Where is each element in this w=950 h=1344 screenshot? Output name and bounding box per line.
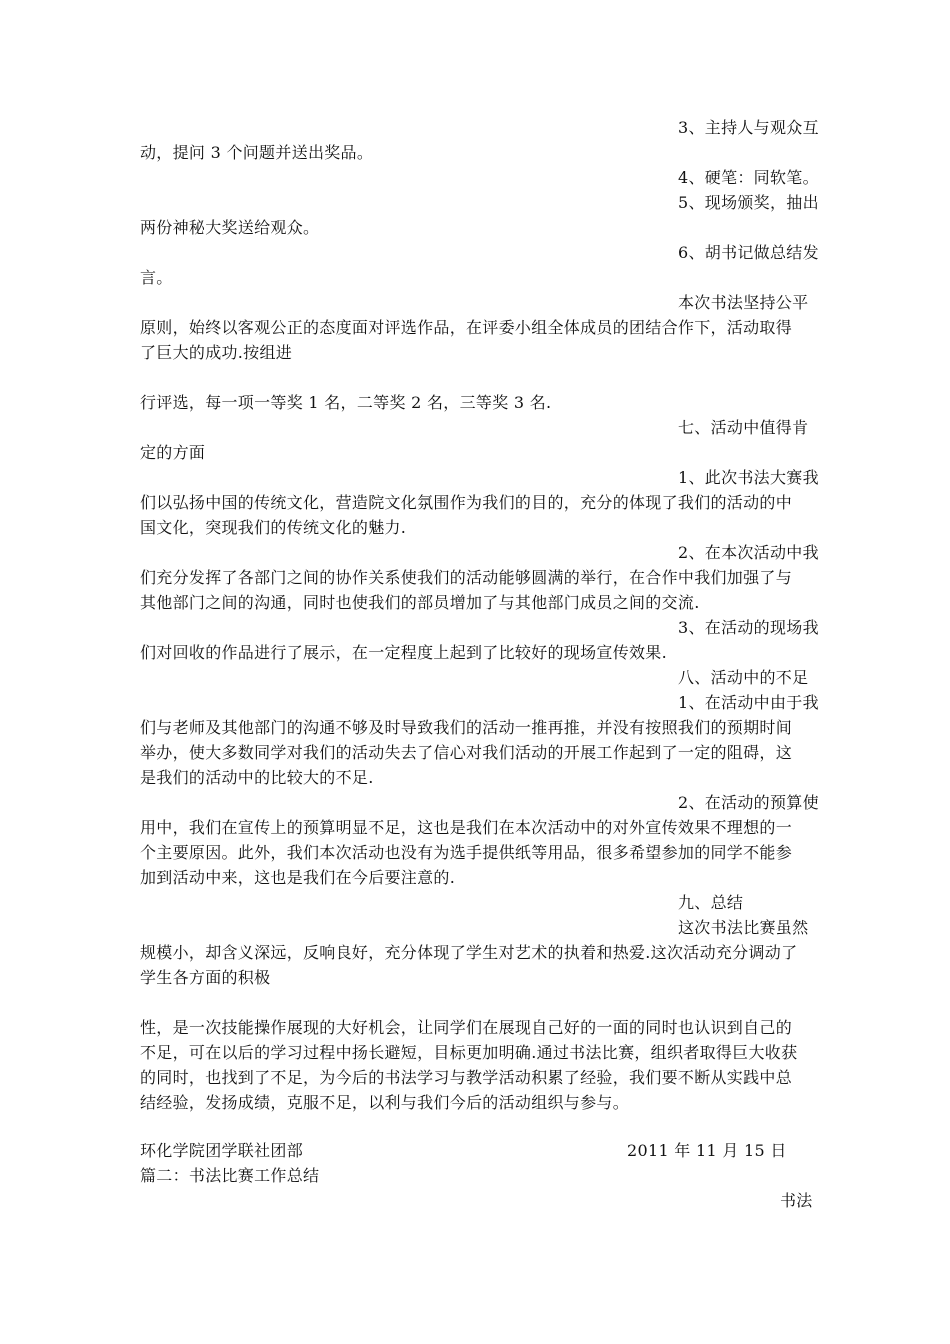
text-line: 规模小，却含义深远，反响良好，充分体现了学生对艺术的执着和热爱.这次活动充分调动了: [140, 943, 798, 962]
text-line: 加到活动中来，这也是我们在今后要注意的.: [140, 868, 456, 887]
text-line: 其他部门之间的沟通，同时也使我们的部员增加了与其他部门成员之间的交流.: [140, 593, 700, 612]
text-line: 2、在本次活动中我: [678, 543, 819, 562]
text-line: 原则，始终以客观公正的态度面对评选作品，在评委小组全体成员的团结合作下，活动取得: [140, 318, 793, 337]
signature-date: 2011 年 11 月 15 日: [627, 1141, 787, 1160]
text-line: 国文化，突现我们的传统文化的魅力.: [140, 518, 407, 537]
text-line: 学生各方面的积极: [140, 968, 271, 987]
section-heading: 八、活动中的不足: [678, 668, 809, 687]
text-line: 书法: [780, 1191, 813, 1210]
next-article-title: 篇二：书法比赛工作总结: [140, 1166, 320, 1185]
text-line: 这次书法比赛虽然: [678, 918, 809, 937]
text-line: 们与老师及其他部门的沟通不够及时导致我们的活动一推再推，并没有按照我们的预期时间: [140, 718, 793, 737]
text-line: 1、在活动中由于我: [678, 693, 819, 712]
text-line: 们充分发挥了各部门之间的协作关系使我们的活动能够圆满的举行，在合作中我们加强了与: [140, 568, 793, 587]
text-line: 是我们的活动中的比较大的不足.: [140, 768, 374, 787]
text-line: 了巨大的成功.按组进: [140, 343, 293, 362]
text-line: 1、此次书法大赛我: [678, 468, 819, 487]
text-line: 动，提问 3 个问题并送出奖品。: [140, 143, 374, 162]
text-line: 定的方面: [140, 443, 206, 462]
text-line: 们对回收的作品进行了展示，在一定程度上起到了比较好的现场宣传效果.: [140, 643, 667, 662]
text-line: 4、硬笔：同软笔。: [678, 168, 819, 187]
text-line: 3、在活动的现场我: [678, 618, 819, 637]
text-line: 不足，可在以后的学习过程中扬长避短，目标更加明确.通过书法比赛，组织者取得巨大收获: [140, 1043, 798, 1062]
signature-organization: 环化学院团学联社团部: [140, 1141, 304, 1160]
section-heading: 七、活动中值得肯: [678, 418, 809, 437]
text-line: 个主要原因。此外，我们本次活动也没有为选手提供纸等用品，很多希望参加的同学不能参: [140, 843, 793, 862]
text-line: 6、胡书记做总结发: [678, 243, 819, 262]
text-line: 举办，使大多数同学对我们的活动失去了信心对我们活动的开展工作起到了一定的阻碍，这: [140, 743, 793, 762]
text-line: 言。: [140, 268, 173, 287]
text-line: 性，是一次技能操作展现的大好机会，让同学们在展现自己好的一面的同时也认识到自己的: [140, 1018, 793, 1037]
text-line: 用中，我们在宣传上的预算明显不足，这也是我们在本次活动中的对外宣传效果不理想的一: [140, 818, 793, 837]
text-line: 两份神秘大奖送给观众。: [140, 218, 320, 237]
text-line: 的同时，也找到了不足，为今后的书法学习与教学活动积累了经验，我们要不断从实践中总: [140, 1068, 793, 1087]
text-line: 行评选，每一项一等奖 1 名，二等奖 2 名，三等奖 3 名.: [140, 393, 552, 412]
text-line: 们以弘扬中国的传统文化，营造院文化氛围作为我们的目的，充分的体现了我们的活动的中: [140, 493, 793, 512]
text-line: 3、主持人与观众互: [678, 118, 819, 137]
text-line: 结经验，发扬成绩，克服不足，以利与我们今后的活动组织与参与。: [140, 1093, 630, 1112]
text-line: 本次书法坚持公平: [678, 293, 809, 312]
text-line: 5、现场颁奖，抽出: [678, 193, 819, 212]
section-heading: 九、总结: [678, 893, 744, 912]
text-line: 2、在活动的预算使: [678, 793, 819, 812]
